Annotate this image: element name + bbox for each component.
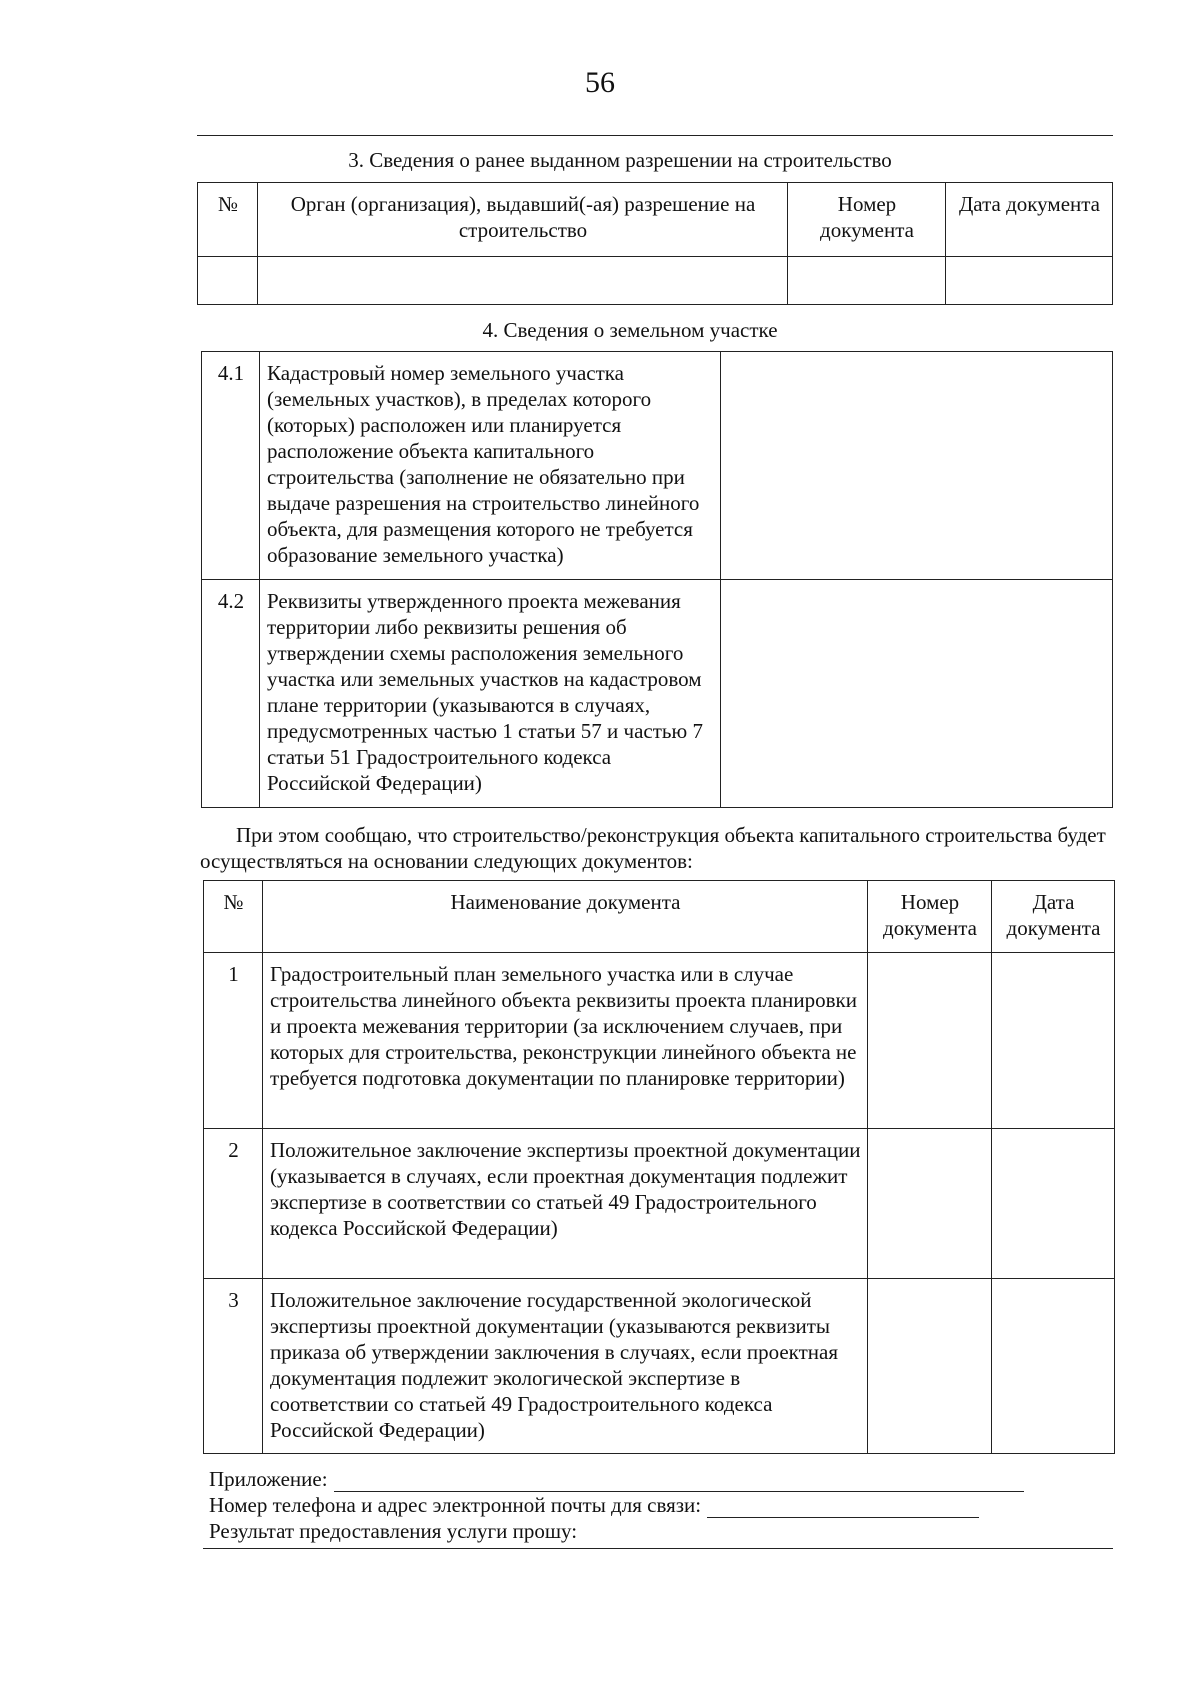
page-number: 56 — [585, 66, 615, 99]
col-number-header: № — [198, 183, 258, 257]
doc-number-cell[interactable] — [868, 1129, 992, 1279]
doc-name: Градостроительный план земельного участка или в случае строительства линейного объекта реквизиты проекта планировки и проекта межевания территории (за исключением случаев, при которых для строительства, реконструкции линейного объекта не требуется подготовка документации по планировке территории) — [263, 953, 868, 1129]
permit-doc-number-cell[interactable] — [788, 257, 946, 305]
statement-paragraph — [200, 822, 1110, 874]
result-row — [209, 1518, 577, 1544]
attachment-label: Приложение: — [209, 1467, 328, 1491]
permit-authority-cell[interactable] — [258, 257, 788, 305]
col-doc-number-header: Номер документа — [868, 881, 992, 953]
section3-title: 3. Сведения о ранее выданном разрешении на строительство — [348, 148, 892, 172]
row-number: 1 — [204, 953, 263, 1129]
row-number: 3 — [204, 1279, 263, 1454]
cadastral-number-value[interactable] — [721, 352, 1113, 580]
attachment-row — [209, 1466, 1024, 1492]
land-plot-table — [201, 351, 1113, 808]
attachment-field[interactable] — [334, 1471, 1024, 1492]
doc-date-cell[interactable] — [992, 953, 1115, 1129]
documents-table — [203, 880, 1115, 1454]
cadastral-number-label: Кадастровый номер земельного участка (земельных участков), в пределах которого (которых) расположен или планируется расположение объекта капитального строительства (заполнение не обязательно при выдаче разрешения на строительство линейного объекта, для размещения которого не требуется образование земельного участка) — [260, 352, 721, 580]
doc-number-cell[interactable] — [868, 953, 992, 1129]
contact-label: Номер телефона и адрес электронной почты для связи: — [209, 1493, 702, 1517]
doc-name: Положительное заключение государственной экологической экспертизы проектной документации (указываются реквизиты приказа об утверждении заключения в случаях, если проектная документация подлежит экологической экспертизе в соответствии со статьей 49 Градостроительного кодекса Российской Федерации) — [263, 1279, 868, 1454]
row-number: 2 — [204, 1129, 263, 1279]
permit-number-cell[interactable] — [198, 257, 258, 305]
doc-name: Положительное заключение экспертизы проектной документации (указывается в случаях, если проектная документация подлежит экспертизе в соответствии со статьей 49 Градостроительного кодекса Российской Федерации) — [263, 1129, 868, 1279]
col-doc-date-header: Дата документа — [992, 881, 1115, 953]
doc-date-cell[interactable] — [992, 1129, 1115, 1279]
permit-table — [197, 182, 1113, 305]
survey-project-label: Реквизиты утвержденного проекта межевания территории либо реквизиты решения об утверждении схемы расположения земельного участка или земельных участков на кадастровом плане территории (указываются в случаях, предусмотренных частью 1 статьи 57 и частью 7 статьи 51 Градостроительного кодекса Российской Федерации) — [260, 580, 721, 808]
section4-title: 4. Сведения о земельном участке — [482, 318, 778, 342]
doc-number-cell[interactable] — [868, 1279, 992, 1454]
contact-row — [209, 1492, 979, 1518]
contact-field[interactable] — [707, 1497, 979, 1518]
col-doc-date-header: Дата документа — [946, 183, 1113, 257]
result-label: Результат предоставления услуги прошу: — [209, 1519, 578, 1543]
row-number: 4.1 — [202, 352, 260, 580]
col-authority-header: Орган (организация), выдавший(-ая) разрешение на строительство — [258, 183, 788, 257]
col-doc-number-header: Номер документа — [788, 183, 946, 257]
col-number-header: № — [204, 881, 263, 953]
survey-project-value[interactable] — [721, 580, 1113, 808]
col-doc-name-header: Наименование документа — [263, 881, 868, 953]
top-divider — [197, 135, 1113, 136]
row-number: 4.2 — [202, 580, 260, 808]
doc-date-cell[interactable] — [992, 1279, 1115, 1454]
permit-doc-date-cell[interactable] — [946, 257, 1113, 305]
bottom-divider[interactable] — [203, 1548, 1113, 1549]
statement-text: При этом сообщаю, что строительство/реконструкция объекта капитального строительства будет осуществляться на основании следующих документов: — [200, 823, 1106, 873]
